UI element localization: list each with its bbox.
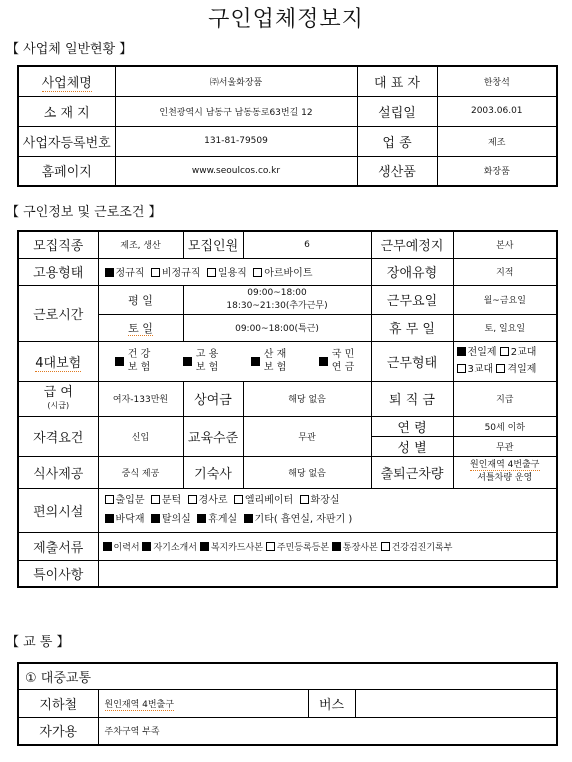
notes-value [98,560,557,587]
checkbox-checked-icon [200,542,209,551]
headcount-label: 모집인원 [183,231,243,258]
facility-opt-restroom[interactable]: 화장실 [300,495,340,506]
ins-opt-accident[interactable]: 산 재 보 험 [251,348,287,374]
industry-value: 제조 [437,126,557,156]
page-title: 구인업체정보지 [208,7,364,32]
company-name-label: 사업체명 [18,66,115,96]
facility-opt-lounge[interactable]: 휴게실 [197,514,237,525]
checkbox-checked-icon [183,357,192,366]
weekday-hours: 09:00~18:00 18:30~21:30(추가근무) [183,285,371,314]
weekend-hours: 09:00~18:00(특근) [183,314,371,341]
checkbox-empty-icon [381,542,390,551]
checkbox-empty-icon [151,268,160,277]
industry-label: 업 종 [357,126,437,156]
workplace-value: 본사 [453,231,557,258]
notes-label: 특이사항 [18,560,98,587]
established-label: 설립일 [357,96,437,126]
bonus-label: 상여금 [183,381,243,416]
employment-type-options [98,258,371,285]
age-value: 50세 이하 [453,416,557,436]
emp-opt-contract[interactable]: 비정규직 [151,268,201,279]
shift-opt-alternate[interactable]: 격일제 [496,364,536,375]
facility-opt-locker[interactable]: 탈의실 [151,514,191,525]
ceo-value: 한창석 [437,66,557,96]
checkbox-checked-icon [319,357,328,366]
severance-value: 지급 [453,381,557,416]
facility-opt-entrance[interactable]: 출입문 [105,495,145,506]
shuttle-label: 출퇴근차량 [371,456,453,488]
workplace-label: 근무예정지 [371,231,453,258]
car-value: 주차구역 부족 [98,717,557,745]
disability-label: 장애유형 [371,258,453,285]
ceo-label: 대 표 자 [357,66,437,96]
shift-opt-3shift[interactable]: 3교대 [457,364,494,375]
section-transport-heading: 【 교 통 】 [6,635,70,650]
address-value: 인천광역시 남동구 남동동로63번길 12 [115,96,357,126]
checkbox-empty-icon [457,364,466,373]
documents-options [98,532,557,560]
hours-label: 근로시간 [18,285,98,341]
employment-type-label: 고용형태 [18,258,98,285]
company-table [17,65,558,187]
company-name-value: ㈜서울화장품 [115,66,357,96]
position-value: 제조, 생산 [98,231,183,258]
disability-value: 지적 [453,258,557,285]
checkbox-checked-icon [251,357,260,366]
section-job-heading: 【 구인정보 및 근로조건 】 [6,205,162,220]
shift-opt-2shift[interactable]: 2교대 [500,347,537,358]
transport-public-header: ① 대중교통 [18,663,557,689]
pay-value: 여자-133만원 [98,381,183,416]
workdays-label: 근무요일 [371,285,453,314]
checkbox-empty-icon [266,542,275,551]
checkbox-empty-icon [496,364,505,373]
pay-label: 급 여 (시급) [18,381,98,416]
checkbox-empty-icon [207,268,216,277]
education-value: 무관 [243,416,371,456]
gender-label: 성 별 [371,436,453,456]
transport-table [17,662,558,746]
age-label: 연 령 [371,416,453,436]
doc-opt-resume[interactable]: 이력서 [103,543,140,553]
subway-label: 지하철 [18,689,98,717]
established-value: 2003.06.01 [437,96,557,126]
insurance-options [98,341,371,381]
shuttle-value: 원인재역 4번출구 셔틀차량 운영 [453,456,557,488]
emp-opt-parttime[interactable]: 아르바이트 [253,268,312,279]
gender-value: 무관 [453,436,557,456]
emp-opt-fulltime[interactable]: 정규직 [105,268,145,279]
bus-label: 버스 [308,689,355,717]
doc-opt-health-record[interactable]: 건강검진기록부 [381,543,453,553]
checkbox-empty-icon [300,495,309,504]
education-label: 교육수준 [183,416,243,456]
checkbox-checked-icon [105,514,114,523]
checkbox-checked-icon [105,268,114,277]
checkbox-checked-icon [332,542,341,551]
ins-opt-employment[interactable]: 고 용 보 험 [183,348,219,374]
facility-opt-elevator[interactable]: 엘리베이터 [234,495,293,506]
checkbox-empty-icon [151,495,160,504]
ins-opt-health[interactable]: 건 강 보 험 [115,348,151,374]
job-table [17,230,558,588]
checkbox-empty-icon [105,495,114,504]
shift-label: 근무형태 [371,341,453,381]
checkbox-checked-icon [103,542,112,551]
doc-opt-resident-cert[interactable]: 주민등록등본 [266,543,329,553]
dormitory-label: 기숙사 [183,456,243,488]
section-company-heading: 【 사업체 일반현황 】 [6,42,133,57]
emp-opt-daily[interactable]: 일용직 [207,268,247,279]
weekday-label: 평 일 [98,285,183,314]
facilities-options [98,488,557,532]
checkbox-empty-icon [188,495,197,504]
holiday-value: 토, 일요일 [453,314,557,341]
doc-opt-welfare-card[interactable]: 복지카드사본 [200,543,263,553]
business-reg-value: 131-81-79509 [115,126,357,156]
facility-opt-ramp[interactable]: 경사로 [188,495,228,506]
qualification-value: 신입 [98,416,183,456]
facilities-label: 편의시설 [18,488,98,532]
doc-opt-cover-letter[interactable]: 자기소개서 [142,543,196,553]
product-label: 생산품 [357,156,437,186]
qualification-label: 자격요건 [18,416,98,456]
headcount-value: 6 [243,231,371,258]
dormitory-value: 해당 없음 [243,456,371,488]
subway-value: 원인재역 4번출구 [98,689,308,717]
bonus-value: 해당 없음 [243,381,371,416]
car-label: 자가용 [18,717,98,745]
checkbox-empty-icon [253,268,262,277]
checkbox-checked-icon [142,542,151,551]
facility-opt-flooring[interactable]: 바닥재 [105,514,145,525]
bus-value [355,689,557,717]
facility-opt-threshold[interactable]: 문턱 [151,495,181,506]
weekend-label: 토 일 [98,314,183,341]
ins-opt-pension[interactable]: 국 민 연 금 [319,348,355,374]
insurance-label: 4대보험 [18,341,98,381]
position-label: 모집직종 [18,231,98,258]
holiday-label: 휴 무 일 [371,314,453,341]
checkbox-empty-icon [234,495,243,504]
meal-value: 중식 제공 [98,456,183,488]
workdays-value: 월~금요일 [453,285,557,314]
business-reg-label: 사업자등록번호 [18,126,115,156]
doc-opt-bankbook[interactable]: 통장사본 [332,543,378,553]
shift-options [453,341,557,381]
severance-label: 퇴 직 금 [371,381,453,416]
checkbox-checked-icon [457,347,466,356]
checkbox-empty-icon [500,347,509,356]
shift-opt-fullday[interactable]: 전일제 [457,347,497,358]
documents-label: 제출서류 [18,532,98,560]
meal-label: 식사제공 [18,456,98,488]
checkbox-checked-icon [244,514,253,523]
homepage-label: 홈페이지 [18,156,115,186]
checkbox-checked-icon [115,357,124,366]
checkbox-checked-icon [197,514,206,523]
product-value: 화장품 [437,156,557,186]
homepage-value: www.seoulcos.co.kr [115,156,357,186]
address-label: 소 재 지 [18,96,115,126]
checkbox-checked-icon [151,514,160,523]
facility-opt-other[interactable]: 기타( 흡연실, 자판기 ) [244,514,353,525]
